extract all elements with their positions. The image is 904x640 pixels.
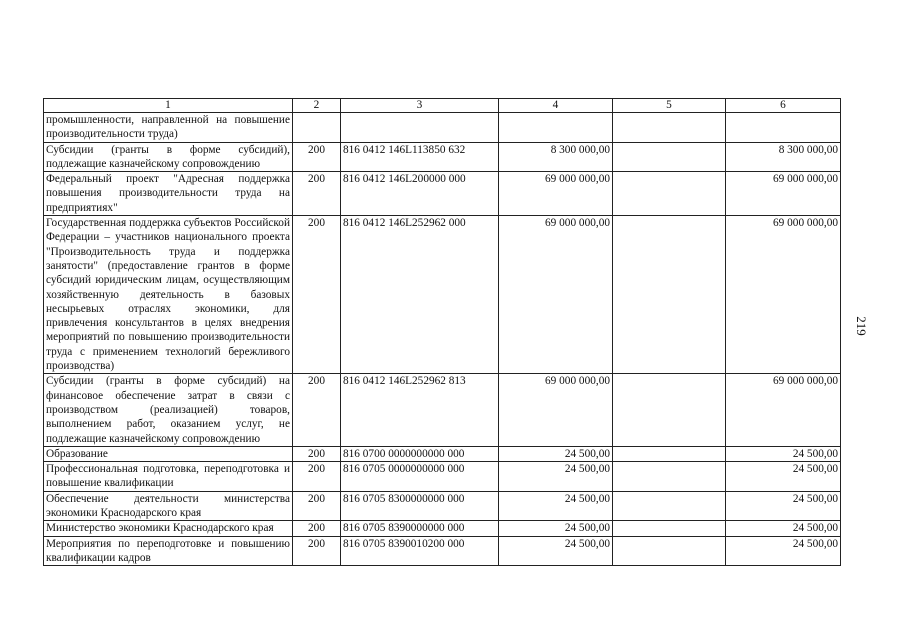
row-amount-col6: 24 500,00: [726, 536, 841, 566]
row-classification: [341, 113, 499, 143]
row-amount-col5: [613, 521, 726, 536]
row-classification: 816 0705 8390000000 000: [341, 521, 499, 536]
row-code: 200: [293, 536, 341, 566]
row-classification: 816 0412 146L113850 632: [341, 142, 499, 172]
row-code: 200: [293, 374, 341, 446]
row-code: 200: [293, 446, 341, 461]
row-amount-col6: 24 500,00: [726, 521, 841, 536]
row-classification: 816 0700 0000000000 000: [341, 446, 499, 461]
row-amount-col6: 69 000 000,00: [726, 216, 841, 374]
row-code: 200: [293, 491, 341, 521]
row-amount-col6: [726, 113, 841, 143]
row-name: промышленности, направленной на повышение производительности труда): [44, 113, 293, 143]
row-amount-col4: 24 500,00: [499, 462, 613, 492]
table-row: [44, 113, 841, 143]
row-name: Министерство экономики Краснодарского края: [44, 521, 293, 536]
row-name: Федеральный проект "Адресная поддержка повышения производительности труда на предприятиях": [44, 172, 293, 216]
row-code: 200: [293, 462, 341, 492]
row-amount-col4: 24 500,00: [499, 491, 613, 521]
row-code: 200: [293, 172, 341, 216]
row-amount-col5: [613, 142, 726, 172]
row-name: Образование: [44, 446, 293, 461]
row-name: Субсидии (гранты в форме субсидий) на финансовое обеспечение затрат в связи с производством (реализацией) товаров, выполнением работ, оказанием услуг, не подлежащие казначейскому сопровождению: [44, 374, 293, 446]
row-amount-col5: [613, 374, 726, 446]
row-amount-col4: 69 000 000,00: [499, 172, 613, 216]
header-row: [44, 99, 841, 113]
row-amount-col5: [613, 462, 726, 492]
row-name: Обеспечение деятельности министерства экономики Краснодарского края: [44, 491, 293, 521]
row-classification: 816 0412 146L252962 813: [341, 374, 499, 446]
table-row: [44, 374, 841, 446]
row-classification: 816 0705 8300000000 000: [341, 491, 499, 521]
table-row: [44, 521, 841, 536]
row-amount-col6: 8 300 000,00: [726, 142, 841, 172]
row-amount-col4: 24 500,00: [499, 521, 613, 536]
row-amount-col5: [613, 216, 726, 374]
header-col-5: 5: [613, 99, 726, 113]
table-row: [44, 446, 841, 461]
row-amount-col4: [499, 113, 613, 143]
table-row: [44, 216, 841, 374]
budget-table: [43, 98, 841, 566]
row-code: 200: [293, 216, 341, 374]
table-row: [44, 491, 841, 521]
table-row: [44, 172, 841, 216]
row-amount-col6: 69 000 000,00: [726, 172, 841, 216]
row-amount-col5: [613, 172, 726, 216]
header-col-2: 2: [293, 99, 341, 113]
row-amount-col5: [613, 446, 726, 461]
row-amount-col4: 24 500,00: [499, 536, 613, 566]
row-name: Субсидии (гранты в форме субсидий), подлежащие казначейскому сопровождению: [44, 142, 293, 172]
row-amount-col6: 24 500,00: [726, 462, 841, 492]
row-amount-col4: 69 000 000,00: [499, 216, 613, 374]
row-amount-col4: 69 000 000,00: [499, 374, 613, 446]
row-classification: 816 0705 8390010200 000: [341, 536, 499, 566]
header-col-4: 4: [499, 99, 613, 113]
row-code: 200: [293, 142, 341, 172]
row-amount-col6: 24 500,00: [726, 491, 841, 521]
table-row: [44, 462, 841, 492]
row-code: [293, 113, 341, 143]
row-amount-col5: [613, 113, 726, 143]
page-number: 219: [854, 316, 869, 336]
row-classification: 816 0412 146L252962 000: [341, 216, 499, 374]
row-amount-col6: 69 000 000,00: [726, 374, 841, 446]
row-amount-col5: [613, 536, 726, 566]
row-name: Мероприятия по переподготовке и повышению квалификации кадров: [44, 536, 293, 566]
row-amount-col6: 24 500,00: [726, 446, 841, 461]
row-amount-col5: [613, 491, 726, 521]
row-amount-col4: 24 500,00: [499, 446, 613, 461]
row-name: Государственная поддержка субъектов Российской Федерации – участников национального проекта "Производительность труда и поддержка занятости" (предоставление грантов в форме субсидий юридическим лицам, осуществляющим хозяйственную деятельность в базовых несырьевых отраслях экономики, для привлечения консультантов в целях внедрения мероприятий по повышению производительности труда с применением технологий бережливого производства): [44, 216, 293, 374]
row-code: 200: [293, 521, 341, 536]
row-classification: 816 0705 0000000000 000: [341, 462, 499, 492]
row-classification: 816 0412 146L200000 000: [341, 172, 499, 216]
row-name: Профессиональная подготовка, переподготовка и повышение квалификации: [44, 462, 293, 492]
header-col-6: 6: [726, 99, 841, 113]
header-col-3: 3: [341, 99, 499, 113]
header-col-1: 1: [44, 99, 293, 113]
table-row: [44, 142, 841, 172]
row-amount-col4: 8 300 000,00: [499, 142, 613, 172]
table-row: [44, 536, 841, 566]
